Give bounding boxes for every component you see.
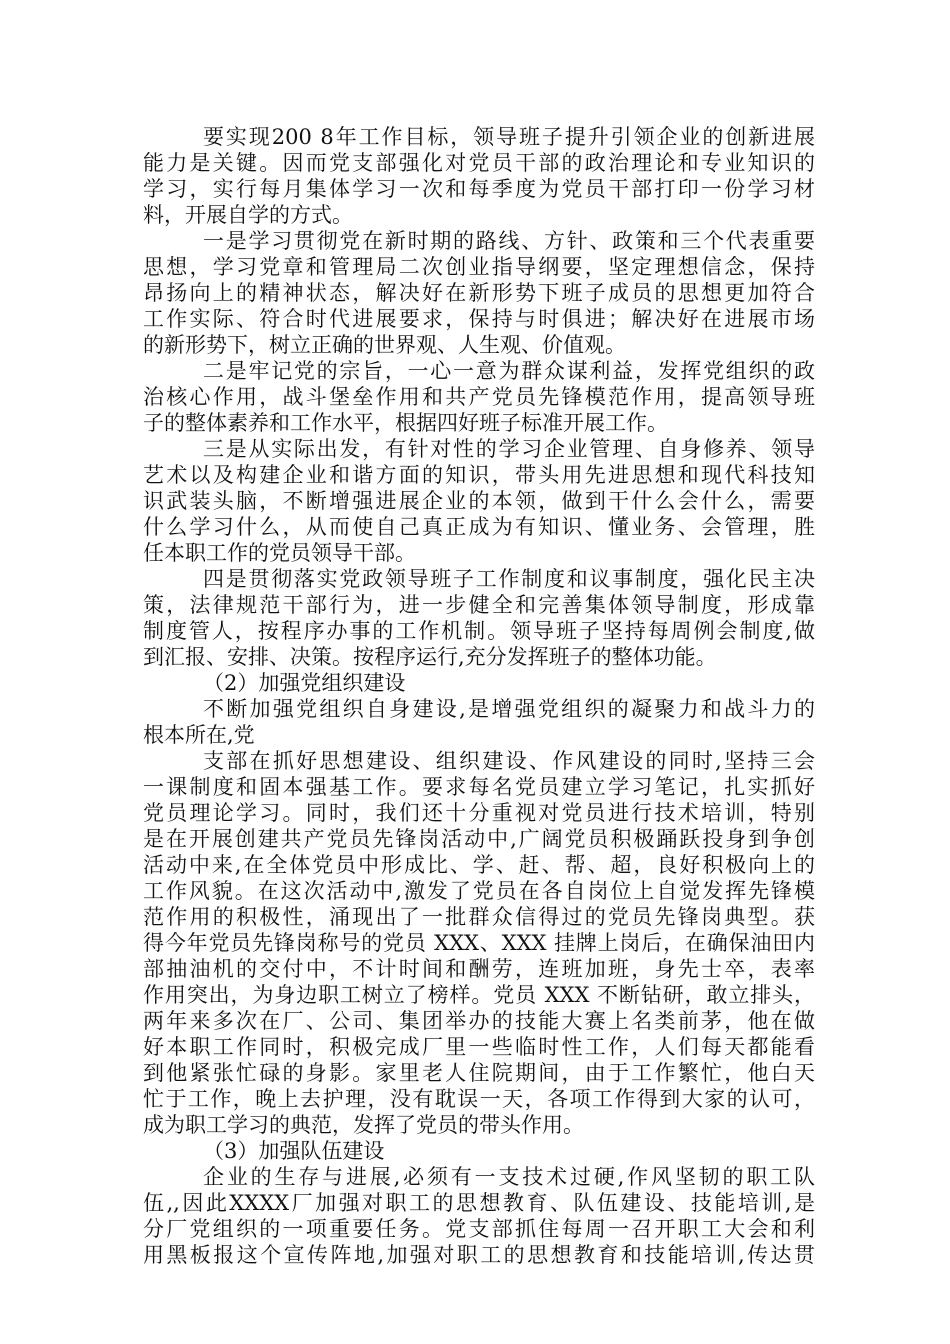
text-line: 四是贯彻落实党政领导班子工作制度和议事制度，强化民主决: [203, 567, 815, 591]
text-line: 分厂党组织的一项重要任务。党支部抓住每周一召开职工大会和利: [143, 1217, 815, 1241]
text-line: 作用突出，为身边职工树立了榜样。党员 XXX 不断钻研，敢立排头，: [143, 983, 815, 1007]
text-line: 到他紧张忙碌的身影。家里老人住院期间，由于工作繁忙，他白天: [143, 1061, 815, 1085]
text-line: 料，开展自学的方式。: [143, 203, 353, 227]
text-line: 的新形势下，树立正确的世界观、人生观、价值观。: [143, 333, 626, 357]
text-line: 工作实际、符合时代进展要求，保持与时俱进；解决好在进展市场: [143, 307, 815, 331]
text-line: 学习，实行每月集体学习一次和每季度为党员干部打印一份学习材: [143, 177, 815, 201]
text-line: 什么学习什么，从而使自己真正成为有知识、懂业务、会管理，胜: [143, 515, 815, 539]
text-line: 思想，学习党章和管理局二次创业指导纲要，坚定理想信念，保持: [143, 255, 815, 279]
text-line: 子的整体素养和工作水平，根据四好班子标准开展工作。: [143, 411, 668, 435]
text-line: 企业的生存与进展,必须有一支技术过硬,作风坚韧的职工队: [203, 1165, 815, 1189]
section-heading: （2）加强党组织建设: [203, 671, 406, 695]
text-line: 三是从实际出发，有针对性的学习企业管理、自身修养、领导: [203, 437, 815, 461]
text-line: 是在开展创建共产党员先锋岗活动中,广阔党员积极踊跃投身到争创: [143, 827, 815, 851]
text-line: 伍,,因此XXXX厂加强对职工的思想教育、队伍建设、技能培训,是: [143, 1191, 815, 1215]
text-line: 两年来多次在厂、公司、集团举办的技能大赛上名类前茅，他在做: [143, 1009, 815, 1033]
section-heading: （3）加强队伍建设: [203, 1139, 385, 1163]
text-line: 成为职工学习的典范，发挥了党员的带头作用。: [143, 1113, 584, 1137]
text-line: 艺术以及构建企业和谐方面的知识，带头用先进思想和现代科技知: [143, 463, 815, 487]
text-line: 二是牢记党的宗旨，一心一意为群众谋利益，发挥党组织的政: [203, 359, 815, 383]
text-line: 治核心作用，战斗堡垒作用和共产党员先锋模范作用，提高领导班: [143, 385, 815, 409]
text-line: 好本职工作同时，积极完成厂里一些临时性工作，人们每天都能看: [143, 1035, 815, 1059]
text-line: 工作风貌。在这次活动中,激发了党员在各自岗位上自觉发挥先锋模: [143, 879, 815, 903]
text-line: 根本所在,党: [143, 723, 255, 747]
text-line: 识武装头脑，不断增强进展企业的本领，做到干什么会什么，需要: [143, 489, 815, 513]
text-line: 策，法律规范干部行为，进一步健全和完善集体领导制度，形成靠: [143, 593, 815, 617]
text-line: 制度管人，按程序办事的工作机制。领导班子坚持每周例会制度,做: [143, 619, 815, 643]
text-line: 用黑板报这个宣传阵地,加强对职工的思想教育和技能培训,传达贯: [143, 1243, 815, 1267]
text-line: 到汇报、安排、决策。按程序运行,充分发挥班子的整体功能。: [143, 645, 717, 669]
text-line: 活动中来,在全体党员中形成比、学、赶、帮、超，良好积极向上的: [143, 853, 815, 877]
text-line: 不断加强党组织自身建设,是增强党组织的凝聚力和战斗力的: [203, 697, 815, 721]
text-line: 能力是关键。因而党支部强化对党员干部的政治理论和专业知识的: [143, 151, 815, 175]
text-line: 支部在抓好思想建设、组织建设、作风建设的同时,坚持三会: [203, 749, 815, 773]
text-line: 要实现200 8年工作目标，领导班子提升引领企业的创新进展: [203, 125, 815, 149]
text-line: 部抽油机的交付中，不计时间和酬劳，连班加班，身先士卒，表率: [143, 957, 815, 981]
text-line: 得今年党员先锋岗称号的党员 XXX、XXX 挂牌上岗后，在确保油田内: [143, 931, 815, 955]
text-line: 昂扬向上的精神状态，解决好在新形势下班子成员的思想更加符合: [143, 281, 815, 305]
text-line: 一课制度和固本强基工作。要求每名党员建立学习笔记，扎实抓好: [143, 775, 815, 799]
text-line: 范作用的积极性，涌现出了一批群众信得过的党员先锋岗典型。获: [143, 905, 815, 929]
text-line: 任本职工作的党员领导干部。: [143, 541, 416, 565]
text-line: 党员理论学习。同时，我们还十分重视对党员进行技术培训，特别: [143, 801, 815, 825]
text-line: 忙于工作，晚上去护理，没有耽误一天，各项工作得到大家的认可，: [143, 1087, 815, 1111]
text-line: 一是学习贯彻党在新时期的路线、方针、政策和三个代表重要: [203, 229, 815, 253]
document-body: [143, 124, 815, 1268]
